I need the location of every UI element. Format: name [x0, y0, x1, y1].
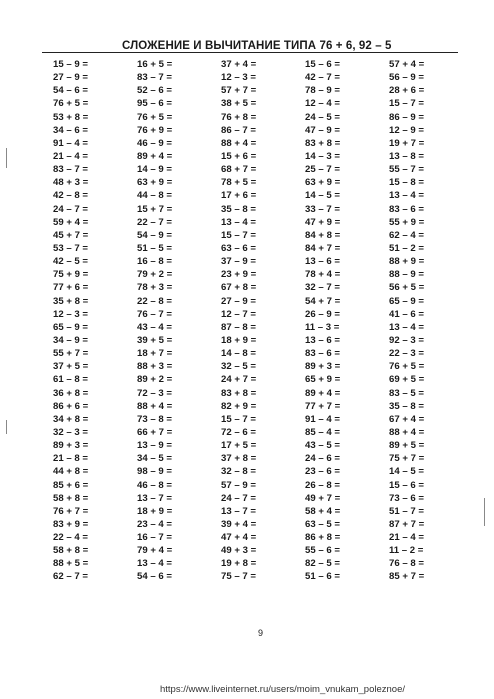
exercise-item: 83 – 7 = [137, 72, 172, 84]
page-number: 9 [258, 628, 264, 638]
exercise-item: 62 – 7 = [53, 571, 88, 583]
exercise-item: 16 + 5 = [137, 59, 173, 70]
exercise-item: 13 – 8 = [389, 150, 424, 162]
exercise-item: 51 – 5 = [137, 242, 172, 254]
exercise-item: 59 + 4 = [53, 216, 89, 228]
exercise-item: 14 – 8 = [221, 348, 256, 360]
exercise-item: 83 – 7 = [53, 164, 88, 176]
exercise-item: 34 – 5 = [137, 453, 172, 465]
exercise-item: 55 – 6 = [305, 545, 340, 557]
exercise-item: 65 – 9 = [389, 295, 424, 307]
exercise-item: 88 + 4 = [221, 137, 257, 149]
exercise-item: 21 – 4 = [389, 532, 424, 544]
exercise-item: 67 + 8 = [221, 282, 257, 294]
exercise-item: 15 + 6 = [221, 150, 257, 162]
exercise-item: 21 – 8 = [53, 453, 88, 465]
exercise-item: 63 – 6 = [221, 242, 256, 254]
exercise-item: 78 + 5 = [221, 177, 257, 189]
exercise-item: 32 – 7 = [305, 282, 340, 294]
exercise-item: 69 + 5 = [389, 374, 425, 386]
exercise-item: 86 + 8 = [305, 532, 341, 544]
exercise-item: 55 – 7 = [389, 164, 424, 176]
exercise-item: 66 + 7 = [137, 426, 173, 438]
exercise-item: 44 + 8 = [53, 466, 89, 478]
exercise-item: 24 – 5 = [305, 111, 340, 123]
exercise-item: 13 – 4 = [389, 321, 424, 333]
exercise-item: 54 – 9 = [137, 229, 172, 241]
exercise-item: 16 – 7 = [137, 532, 172, 544]
exercise-item: 78 + 3 = [137, 282, 173, 294]
exercise-item: 89 + 3 = [53, 440, 89, 452]
exercise-item: 18 + 9 = [137, 505, 173, 517]
exercise-item: 57 + 4 = [389, 59, 425, 70]
exercise-item: 83 – 6 = [389, 203, 424, 215]
exercise-item: 88 + 4 = [389, 426, 425, 438]
exercise-item: 58 + 8 = [53, 492, 89, 504]
exercise-item: 88 + 5 = [53, 558, 89, 570]
exercise-item: 22 – 7 = [137, 216, 172, 228]
exercise-item: 21 – 4 = [53, 150, 88, 162]
exercise-item: 82 + 9 = [221, 400, 257, 412]
exercise-item: 54 + 7 = [305, 295, 341, 307]
exercise-item: 15 – 6 = [305, 59, 340, 70]
exercise-item: 24 – 7 = [53, 203, 88, 215]
exercise-item: 52 – 6 = [137, 85, 172, 97]
exercise-item: 88 – 9 = [389, 269, 424, 281]
exercise-item: 54 – 6 = [137, 571, 172, 583]
exercise-item: 76 – 8 = [389, 558, 424, 570]
exercise-item: 62 – 4 = [389, 229, 424, 241]
exercise-item: 82 – 5 = [305, 558, 340, 570]
exercise-item: 58 + 8 = [53, 545, 89, 557]
exercise-item: 42 – 8 = [53, 190, 88, 202]
exercise-item: 45 + 7 = [53, 229, 89, 241]
exercise-item: 79 + 4 = [137, 545, 173, 557]
exercise-item: 56 – 9 = [389, 72, 424, 84]
exercise-item: 36 + 8 = [53, 387, 89, 399]
exercise-item: 22 – 3 = [389, 348, 424, 360]
margin-mark [6, 420, 7, 434]
exercise-item: 12 – 3 = [221, 72, 256, 84]
exercise-item: 89 + 3 = [305, 361, 341, 373]
exercise-item: 39 + 5 = [137, 334, 173, 346]
exercise-item: 87 – 8 = [221, 321, 256, 333]
exercise-item: 37 + 4 = [221, 59, 257, 70]
exercise-item: 78 + 4 = [305, 269, 341, 281]
exercise-item: 15 – 7 = [221, 413, 256, 425]
exercise-item: 63 – 5 = [305, 518, 340, 530]
exercise-item: 18 + 7 = [137, 348, 173, 360]
exercise-item: 47 – 9 = [305, 124, 340, 136]
exercise-item: 79 + 2 = [137, 269, 173, 281]
exercise-grid [42, 58, 462, 584]
exercise-item: 47 + 4 = [221, 532, 257, 544]
exercise-item: 92 – 3 = [389, 334, 424, 346]
exercise-item: 15 – 8 = [389, 177, 424, 189]
exercise-item: 51 – 7 = [389, 505, 424, 517]
exercise-item: 73 – 8 = [137, 413, 172, 425]
exercise-item: 53 – 7 = [53, 242, 88, 254]
exercise-item: 35 – 8 = [221, 203, 256, 215]
exercise-item: 55 + 9 = [389, 216, 425, 228]
exercise-item: 89 + 4 = [137, 150, 173, 162]
exercise-item: 86 – 7 = [221, 124, 256, 136]
exercise-item: 46 – 8 = [137, 479, 172, 491]
exercise-item: 89 + 5 = [389, 440, 425, 452]
exercise-item: 38 + 5 = [221, 98, 257, 110]
exercise-item: 26 – 8 = [305, 479, 340, 491]
exercise-item: 57 – 9 = [221, 479, 256, 491]
exercise-item: 54 – 6 = [53, 85, 88, 97]
exercise-item: 32 – 3 = [53, 426, 88, 438]
exercise-item: 84 + 7 = [305, 242, 341, 254]
exercise-item: 19 + 7 = [389, 137, 425, 149]
exercise-item: 17 + 6 = [221, 190, 257, 202]
exercise-item: 17 + 5 = [221, 440, 257, 452]
exercise-item: 77 + 6 = [53, 282, 89, 294]
exercise-item: 88 + 4 = [137, 400, 173, 412]
exercise-item: 85 + 7 = [389, 571, 425, 583]
exercise-item: 73 – 6 = [389, 492, 424, 504]
exercise-item: 13 – 6 = [305, 334, 340, 346]
exercise-item: 65 + 9 = [305, 374, 341, 386]
exercise-item: 87 + 7 = [389, 518, 425, 530]
exercise-item: 15 – 6 = [389, 479, 424, 491]
exercise-item: 76 + 5 = [137, 111, 173, 123]
exercise-item: 15 + 7 = [137, 203, 173, 215]
exercise-item: 12 – 7 = [221, 308, 256, 320]
exercise-item: 24 – 7 = [221, 492, 256, 504]
exercise-item: 44 – 8 = [137, 190, 172, 202]
exercise-item: 88 + 9 = [389, 256, 425, 268]
exercise-item: 53 + 8 = [53, 111, 89, 123]
exercise-item: 13 – 4 = [137, 558, 172, 570]
exercise-item: 37 + 8 = [221, 453, 257, 465]
exercise-item: 56 + 5 = [389, 282, 425, 294]
exercise-item: 41 – 6 = [389, 308, 424, 320]
exercise-item: 83 + 8 = [221, 387, 257, 399]
exercise-item: 75 + 9 = [53, 269, 89, 281]
exercise-item: 37 – 9 = [221, 256, 256, 268]
exercise-item: 14 – 9 = [137, 164, 172, 176]
exercise-item: 89 + 4 = [305, 387, 341, 399]
exercise-item: 22 – 4 = [53, 532, 88, 544]
exercise-item: 77 + 7 = [305, 400, 341, 412]
exercise-item: 55 + 7 = [53, 348, 89, 360]
exercise-item: 63 + 9 = [305, 177, 341, 189]
exercise-item: 34 – 9 = [53, 334, 88, 346]
exercise-item: 61 – 8 = [53, 374, 88, 386]
exercise-item: 37 + 5 = [53, 361, 89, 373]
exercise-item: 63 + 9 = [137, 177, 173, 189]
exercise-item: 98 – 9 = [137, 466, 172, 478]
exercise-item: 58 + 4 = [305, 505, 341, 517]
exercise-item: 34 + 8 = [53, 413, 89, 425]
exercise-item: 49 + 7 = [305, 492, 341, 504]
exercise-item: 14 – 5 = [389, 466, 424, 478]
exercise-item: 27 – 9 = [53, 72, 88, 84]
exercise-item: 34 – 6 = [53, 124, 88, 136]
exercise-item: 13 – 6 = [305, 256, 340, 268]
exercise-item: 67 + 4 = [389, 413, 425, 425]
exercise-item: 43 – 4 = [137, 321, 172, 333]
exercise-item: 11 – 2 = [389, 545, 424, 557]
exercise-item: 89 + 2 = [137, 374, 173, 386]
exercise-item: 51 – 6 = [305, 571, 340, 583]
exercise-item: 14 – 5 = [305, 190, 340, 202]
exercise-item: 85 – 4 = [305, 426, 340, 438]
exercise-item: 12 – 4 = [305, 98, 340, 110]
exercise-item: 23 – 6 = [305, 466, 340, 478]
exercise-item: 11 – 3 = [305, 321, 340, 333]
exercise-item: 91 – 4 = [53, 137, 88, 149]
exercise-item: 83 – 5 = [389, 387, 424, 399]
exercise-item: 51 – 2 = [389, 242, 424, 254]
exercise-item: 76 – 7 = [137, 308, 172, 320]
exercise-item: 57 + 7 = [221, 85, 257, 97]
exercise-item: 13 – 9 = [137, 440, 172, 452]
exercise-item: 35 + 8 = [53, 295, 89, 307]
exercise-item: 19 + 8 = [221, 558, 257, 570]
exercise-item: 13 – 4 = [389, 190, 424, 202]
exercise-item: 83 + 9 = [53, 518, 89, 530]
exercise-item: 86 + 6 = [53, 400, 89, 412]
margin-mark [484, 498, 485, 526]
exercise-item: 18 + 9 = [221, 334, 257, 346]
exercise-item: 47 + 9 = [305, 216, 341, 228]
exercise-item: 13 – 7 = [137, 492, 172, 504]
exercise-item: 35 – 8 = [389, 400, 424, 412]
exercise-item: 25 – 7 = [305, 164, 340, 176]
source-watermark: https://www.liveinternet.ru/users/moim_vnukam_poleznoe/ [160, 684, 406, 695]
exercise-item: 13 – 4 = [221, 216, 256, 228]
exercise-item: 76 + 5 = [53, 98, 89, 110]
exercise-item: 84 + 8 = [305, 229, 341, 241]
exercise-item: 76 + 5 = [389, 361, 425, 373]
exercise-item: 46 – 9 = [137, 137, 172, 149]
exercise-item: 72 – 3 = [137, 387, 172, 399]
exercise-item: 16 – 8 = [137, 256, 172, 268]
exercise-item: 33 – 7 = [305, 203, 340, 215]
exercise-item: 68 + 7 = [221, 164, 257, 176]
exercise-item: 15 – 7 = [221, 229, 256, 241]
exercise-item: 13 – 7 = [221, 505, 256, 517]
page-title: СЛОЖЕНИЕ И ВЫЧИТАНИЕ ТИПА 76 + 6, 92 – 5 [122, 40, 392, 52]
exercise-item: 24 – 6 = [305, 453, 340, 465]
exercise-item: 83 – 6 = [305, 348, 340, 360]
exercise-item: 32 – 8 = [221, 466, 256, 478]
exercise-item: 78 – 9 = [305, 85, 340, 97]
exercise-item: 95 – 6 = [137, 98, 172, 110]
exercise-item: 76 + 9 = [137, 124, 173, 136]
exercise-item: 12 – 3 = [53, 308, 88, 320]
exercise-item: 76 + 7 = [53, 505, 89, 517]
margin-mark [6, 148, 7, 168]
exercise-item: 88 + 3 = [137, 361, 173, 373]
title-underline [42, 52, 458, 53]
exercise-item: 65 – 9 = [53, 321, 88, 333]
exercise-item: 26 – 9 = [305, 308, 340, 320]
exercise-item: 12 – 9 = [389, 124, 424, 136]
exercise-item: 22 – 8 = [137, 295, 172, 307]
exercise-item: 42 – 5 = [53, 256, 88, 268]
exercise-item: 85 + 6 = [53, 479, 89, 491]
exercise-item: 27 – 9 = [221, 295, 256, 307]
exercise-item: 28 + 6 = [389, 85, 425, 97]
exercise-item: 83 + 8 = [305, 137, 341, 149]
exercise-item: 42 – 7 = [305, 72, 340, 84]
exercise-item: 23 – 4 = [137, 518, 172, 530]
exercise-item: 86 – 9 = [389, 111, 424, 123]
exercise-item: 23 + 9 = [221, 269, 257, 281]
exercise-item: 24 + 7 = [221, 374, 257, 386]
exercise-item: 72 – 6 = [221, 426, 256, 438]
exercise-item: 91 – 4 = [305, 413, 340, 425]
exercise-item: 49 + 3 = [221, 545, 257, 557]
exercise-item: 39 + 4 = [221, 518, 257, 530]
exercise-item: 75 + 7 = [389, 453, 425, 465]
exercise-item: 75 – 7 = [221, 571, 256, 583]
exercise-item: 48 + 3 = [53, 177, 89, 189]
exercise-item: 15 – 7 = [389, 98, 424, 110]
exercise-item: 43 – 5 = [305, 440, 340, 452]
exercise-item: 32 – 5 = [221, 361, 256, 373]
exercise-item: 14 – 3 = [305, 150, 340, 162]
exercise-item: 15 – 9 = [53, 59, 88, 70]
exercise-item: 76 + 8 = [221, 111, 257, 123]
